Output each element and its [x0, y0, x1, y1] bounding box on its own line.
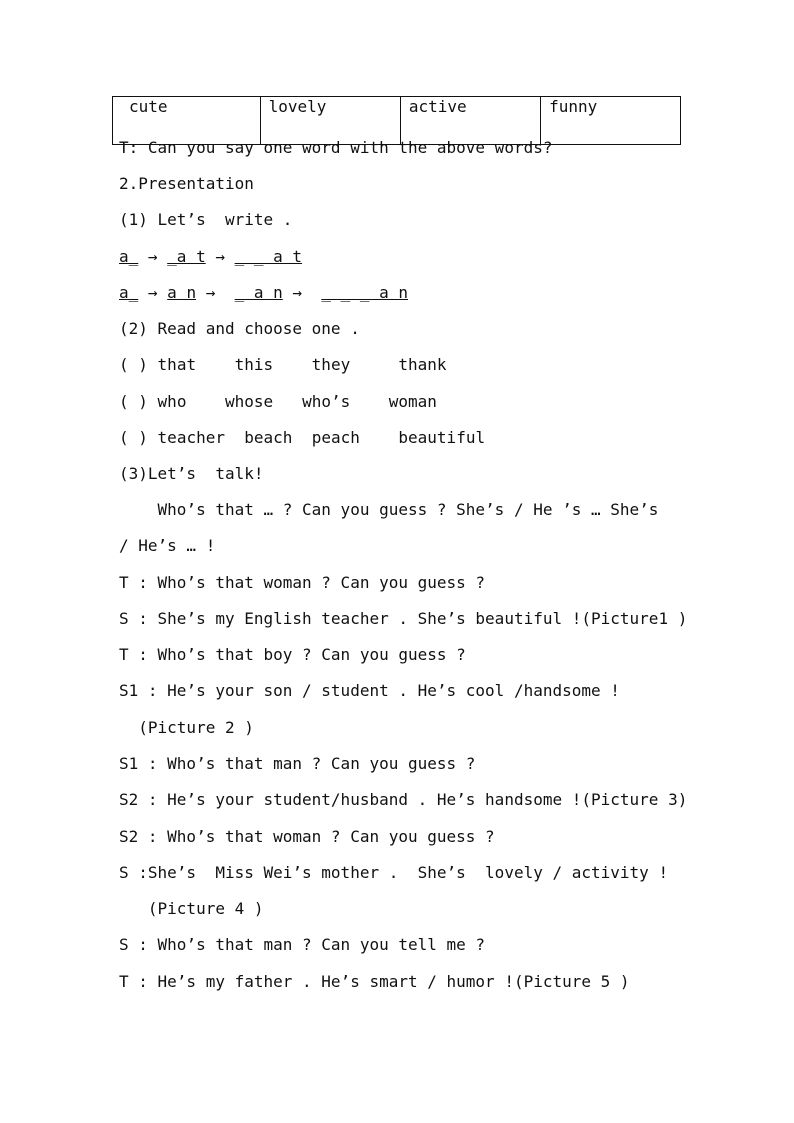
phonics-item: _ _ a t — [234, 247, 303, 266]
dialogue-line: S2 : Who’s that woman ? Can you guess ? — [119, 827, 495, 846]
phonics-item: _a t — [167, 247, 206, 266]
dialogue-line: T : He’s my father . He’s smart / humor !(Picture 5 ) — [119, 972, 630, 991]
section-heading-presentation: 2.Presentation — [119, 174, 254, 193]
phonics-line-at — [119, 247, 302, 267]
dialogue-line: S : She’s my English teacher . She’s beautiful !(Picture1 ) — [119, 609, 688, 628]
dialogue-line: S : Who’s that man ? Can you tell me ? — [119, 935, 486, 954]
answer-bracket: ( ) — [119, 355, 148, 374]
phonics-item: a_ — [119, 283, 139, 302]
subsection-lets-write: (1) Let’s write . — [119, 210, 293, 229]
dialogue-line: S1 : Who’s that man ? Can you guess ? — [119, 754, 476, 773]
choice-word: beach — [244, 428, 293, 447]
choice-row-wh — [119, 392, 437, 412]
dialogue-line: (Picture 2 ) — [119, 718, 254, 737]
choice-word: who — [157, 392, 187, 411]
dialogue-line: T : Who’s that boy ? Can you guess ? — [119, 645, 466, 664]
phonics-item: a_ — [119, 247, 139, 266]
choice-word: teacher — [157, 428, 225, 447]
choice-word: who’s — [302, 392, 351, 411]
arrow: → — [205, 247, 235, 266]
table-cell: active — [400, 97, 540, 145]
dialogue-line: S2 : He’s your student/husband . He’s handsome !(Picture 3) — [119, 790, 688, 809]
choice-word: whose — [224, 392, 274, 411]
choice-word: they — [311, 355, 351, 374]
dialogue-line: S1 : He’s your son / student . He’s cool /handsome ! — [119, 681, 620, 700]
choice-row-ea — [119, 428, 485, 448]
arrow: → — [282, 283, 322, 302]
phonics-item: a n — [167, 283, 197, 302]
choice-word: that — [157, 355, 197, 374]
table-cell: funny — [541, 97, 681, 145]
dialogue-pattern-cont: / He’s … ! — [119, 536, 216, 555]
choice-word: thank — [398, 355, 447, 374]
answer-bracket: ( ) — [119, 392, 148, 411]
arrow: → — [138, 283, 168, 302]
dialogue-pattern: Who’s that … ? Can you guess ? She’s / He ’s … She’s — [119, 500, 659, 519]
choice-row-th — [119, 355, 447, 375]
phonics-item: _ _ _ a n — [321, 283, 409, 302]
dialogue-line: S :She’s Miss Wei’s mother . She’s lovely / activity ! — [119, 863, 669, 882]
table-cell: lovely — [260, 97, 400, 145]
dialogue-line: (Picture 4 ) — [119, 899, 264, 918]
dialogue-line: T : Who’s that woman ? Can you guess ? — [119, 573, 486, 592]
phonics-item: _ a n — [234, 283, 283, 302]
choice-word: beautiful — [398, 428, 486, 447]
subsection-lets-talk: (3)Let’s talk! — [119, 464, 264, 483]
answer-bracket: ( ) — [119, 428, 148, 447]
choice-word: this — [234, 355, 274, 374]
arrow: → — [196, 283, 235, 302]
teacher-question: T: Can you say one word with the above words? — [119, 138, 553, 157]
table-cell: cute — [113, 97, 261, 145]
arrow: → — [138, 247, 168, 266]
choice-word: woman — [388, 392, 437, 411]
phonics-line-an — [119, 283, 408, 303]
choice-word: peach — [311, 428, 360, 447]
subsection-read-choose: (2) Read and choose one . — [119, 319, 360, 338]
